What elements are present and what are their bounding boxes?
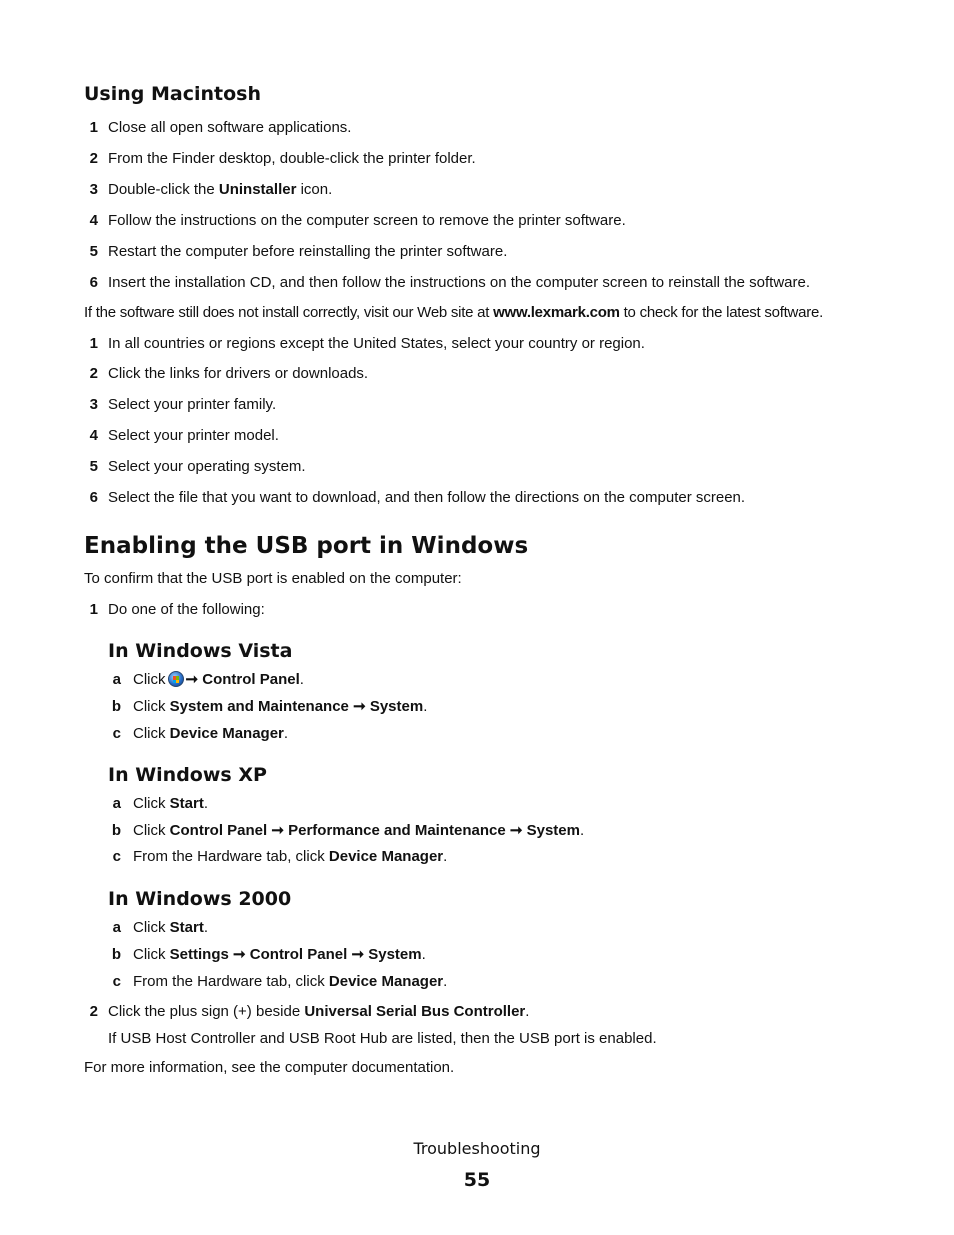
substep-text: From the Hardware tab, click Device Manager. [133,973,448,990]
substep-text: Click Control Panel ➞ Performance and Maintenance ➞ System. [133,822,585,839]
step-number: 3 [89,396,98,413]
step-text: Select the file that you want to download, and then follow the directions on the computer screen. [108,489,746,506]
footer-chapter-title: Troubleshooting [413,1139,541,1158]
substep-letter: a [112,671,121,688]
usb-intro: To confirm that the USB port is enabled on the computer: [84,570,462,587]
step-note: If USB Host Controller and USB Root Hub are listed, then the USB port is enabled. [108,1030,657,1047]
arrow-icon: ➞ [271,822,284,839]
step-text: Select your printer family. [108,396,277,413]
step-text: Click the plus sign (+) beside Universal Serial Bus Controller. [108,1003,530,1020]
step-number: 5 [89,458,98,475]
subheading-windows-2000: In Windows 2000 [108,888,292,910]
lexmark-link[interactable]: www.lexmark.com [493,304,620,321]
substep-letter: a [112,795,121,812]
step-text: Click the links for drivers or downloads. [108,365,369,382]
step-number: 1 [89,119,98,136]
substep-text: Click System and Maintenance ➞ System. [133,698,428,715]
step-text: Select your printer model. [108,427,279,444]
uninstaller-label: Uninstaller [218,181,297,198]
substep-letter: c [112,973,121,990]
step-number: 5 [89,243,98,260]
step-number: 1 [89,335,98,352]
substep-letter: a [112,919,121,936]
step-number: 1 [89,601,98,618]
step-text: Follow the instructions on the computer screen to remove the printer software. [108,212,626,229]
subheading-windows-vista: In Windows Vista [108,640,293,662]
substep-text: Click Settings ➞ Control Panel ➞ System. [133,946,426,963]
substep-letter: b [111,822,121,839]
step-text: In all countries or regions except the United States, select your country or region. [108,335,645,352]
step-number: 4 [89,212,98,229]
arrow-icon: ➞ [233,946,246,963]
step-text: Double-click the Uninstaller icon. [108,181,333,198]
substep-text: Click Start. [133,795,209,812]
subheading-windows-xp: In Windows XP [108,764,267,786]
step-text: Restart the computer before reinstalling the printer software. [108,243,508,260]
step-number: 6 [89,489,98,506]
substep-letter: b [111,946,121,963]
step-number: 4 [89,427,98,444]
section-heading-usb: Enabling the USB port in Windows [84,533,529,559]
substep-text: Click Start. [133,919,209,936]
step-text: From the Finder desktop, double-click the printer folder. [108,150,476,167]
step-number: 3 [89,181,98,198]
page-number: 55 [463,1169,491,1191]
step-number: 2 [89,150,98,167]
step-number: 2 [89,1003,98,1020]
arrow-icon: ➞ [509,822,523,839]
arrow-icon: ➞ [353,698,366,715]
step-text: Select your operating system. [108,458,306,475]
step-text: Close all open software applications. [108,119,352,136]
step-number: 2 [89,365,98,382]
substep-text: From the Hardware tab, click Device Manager. [133,848,448,865]
substep-letter: c [112,848,121,865]
support-note: If the software still does not install correctly, visit our Web site at www.lexmark.com to check for the latest software. [84,304,823,321]
substep-text: Click ➞ Control Panel. [133,671,304,688]
substep-letter: b [111,698,121,715]
substep-text: Click Device Manager. [133,725,289,742]
step-text: Do one of the following: [108,601,265,618]
arrow-icon: ➞ [351,946,365,963]
step-text: Insert the installation CD, and then follow the instructions on the computer screen to reinstall the software. [108,274,811,291]
step-number: 6 [89,274,98,291]
arrow-icon: ➞ [185,671,199,688]
substep-letter: c [112,725,121,742]
section-heading-macintosh: Using Macintosh [84,83,261,105]
windows-start-icon [168,671,184,687]
closing-text: For more information, see the computer documentation. [84,1059,455,1076]
